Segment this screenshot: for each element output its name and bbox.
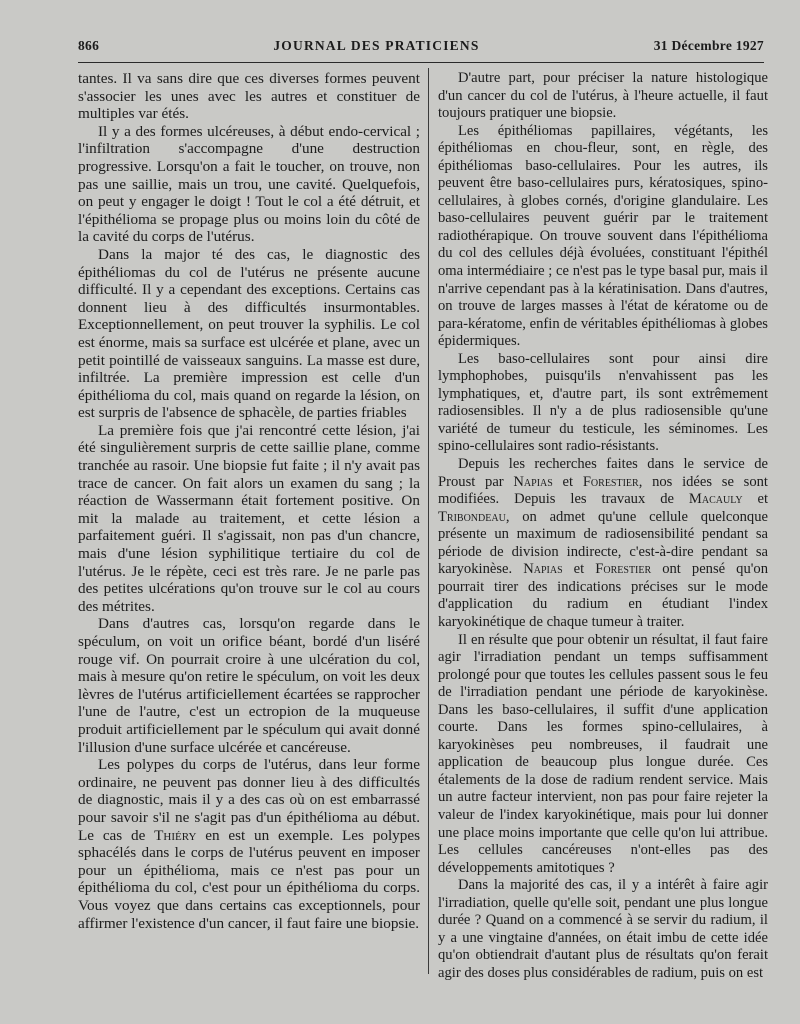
text-run: , nos idées se sont modifiées. Depuis les travaux de [438, 473, 768, 508]
text-run: Dans la majorité des cas, il y a intérêt à faire agir l'irradiation, quelle qu'elle soit, pendant une plus longue durée ? Quand on a commencé à se servir du radium, il y a une vingtaine d'années, on était imbu de cette idée qu'on obtiendrait d'autant plus de résultats qu'on ferait agir des doses plus considérables de radium, puis on est [438, 877, 768, 981]
paragraph [438, 351, 768, 456]
author-name: Forestier [595, 561, 652, 578]
page-number: 866 [78, 38, 100, 53]
right-column [438, 70, 768, 982]
text-run: D'autre part, pour préciser la nature histologique d'un cancer du col de l'utérus, à l'heure actuelle, il faut toujours pratiquer une biopsie. [438, 70, 768, 122]
paragraph [438, 123, 768, 351]
author-name: Thiéry [154, 826, 197, 844]
issue-date: 31 Décembre 1927 [653, 38, 764, 53]
text-run: Les baso-cellulaires sont pour ainsi dire lymphophobes, puisqu'ils n'envahissent pas les lymphatiques, et, d'autre part, ils sont extrêmement radiosensibles. Il n'y a de plus radiosensible qu'une variété de tumeur du testicule, les séminomes. Les spino-cellulaires sont radio-résistants. [438, 350, 768, 455]
journal-title: JOURNAL DES PRATICIENS [273, 38, 480, 53]
paragraph [78, 756, 420, 932]
text-run: , on admet qu'une cellule quelconque présente un maximum de radiosensibilité pendant sa période de division indirecte, c'est-à-dire pendant sa karyokinèse. [438, 508, 768, 578]
text-run: Les épithéliomas papillaires, végétants, les épithéliomas en chou-fleur, sont, en règle, des épithéliomas baso-cellulaires. Pour les autres, ils peuvent être baso-cellulaires purs, kératosiques, spino-cellulaires, à globes cornés, d'origine glandulaire. Les baso-cellulaires peuvent guérir par le traitement radiothérapique. On trouve souvent dans l'épithélioma du col des cellules déjà évoluées, constituant l'épithél oma intermédiaire ; ce n'est pas le type basal pur, mais il n'arrive cependant pas à la kératinisation. Dans d'autres, on trouve de larges masses à l'état de kératome ou de para-kératome, enfin de véritables épithéliomas à globes épidermiques. [438, 122, 768, 350]
author-name: Macauly [688, 491, 743, 508]
left-column [78, 70, 420, 932]
paragraph: tantes. Il va sans dire que ces diverses formes peuvent s'associer les unes avec les autres et constituer de multiples var étés. [78, 70, 420, 123]
text-run: et [562, 561, 596, 578]
paragraph [438, 70, 768, 123]
author-name: Napias [523, 561, 563, 578]
header-rule [78, 62, 764, 63]
text-run: et [742, 491, 769, 508]
paragraph: La première fois que j'ai rencontré cette lésion, j'ai été singulièrement surpris de cette saillie plane, comme tranchée au rasoir. Une biopsie fut faite ; il n'y avait pas trace de cancer. On fait alors un examen du sang ; la réaction de Wassermann était fortement positive. On mit la malade au traitement, et cette lésion a parfaitement guéri. Il s'agissait, non pas d'un chancre, mais d'une lésion syphilitique tertiaire du col de l'utérus. Je le répète, ceci est très rare. Je ne parle pas des petites ulcérations qu'on trouve sur le col au cours des métrites. [78, 421, 420, 615]
paragraph: Il y a des formes ulcéreuses, à début endo-cervical ; l'infiltration s'accompagne d'une destruction progressive. Lorsqu'on a fait le toucher, on trouve, non pas une saillie, mais un trou, une cavité. Quelquefois, on peut y engager le doigt ! Tout le col a été détruit, et l'épithélioma se propage plus ou moins loin du côté de la cavité du corps de l'utérus. [78, 122, 420, 246]
text-run: Il en résulte que pour obtenir un résultat, il faut faire agir l'irradiation pendant un temps suffisamment prolongé pour que toutes les cellules passent sous le feu de l'irradiation pendant une période de karyokinèse. Dans les baso-cellulaires, il suffit d'une application courte. Dans les formes spino-cellulaires, à karyokinèses peu nombreuses, il faudrait une application de beaucoup plus longue durée. Ces étalements de la dose de radium rendent service. Mais un autre facteur intervient, non pas pour faire rejeter la valeur de l'index karyokinétique, mais pour lui donner une place moins importante que celle qu'on lui attribue. Les cellules cancéreuses n'ont-elles pas des développements amitotiques ? [438, 631, 768, 876]
text-run: Depuis les recherches faites dans le service de Proust par [438, 456, 768, 490]
author-name: Napias [513, 473, 553, 490]
text-run: en est un exemple. Les polypes sphacélés dans le corps de l'utérus peuvent en imposer pour un épithélioma, mais ce n'est pas pour un épithélioma du col, c'est pour un épithélioma du corps. Vous voyez que dans certains cas exceptionnels, pour affirmer l'existence d'un cancer, il faut faire une biopsie. [78, 826, 421, 932]
paragraph: Dans d'autres cas, lorsqu'on regarde dans le spéculum, on voit un orifice béant, bordé d'un liséré rouge vif. On pourrait croire à une ulcération du col, mais à mesure qu'on retire le spéculum, on voit les deux lèvres de l'utérus artificiellement écartées se rapprocher l'une de l'autre, c'est un ectropion de la muqueuse produit artificiellement par le spéculum qui avait donné l'illusion d'une surface ulcérée et cancéreuse. [78, 615, 420, 756]
paragraph: Dans la major té des cas, le diagnostic des épithéliomas du col de l'utérus ne présente aucune difficulté. Il y a cependant des exceptions. Certains cas donnent lieu à des difficultés insurmontables. Exceptionnellement, on peut trouver la syphilis. Le col est énorme, mais sa surface est ulcérée et plane, avec un petit pointillé de vaisseaux sanguins. La masse est dure, infiltrée. La première impression est celle d'un épithélioma du col, mais quand on regarde la lésion, on est surpris de l'absence de sphacèle, de parties friables [78, 245, 420, 422]
author-name: Forestier [582, 473, 639, 490]
text-run: Les polypes du corps de l'utérus, dans leur forme ordinaire, ne peuvent pas donner lieu à des difficultés de diagnostic, mais il y a des cas où on est embarrassé pour savoir s'il ne s'agit pas d'un épithélioma au début. Le cas de [78, 756, 420, 844]
author-name: Tribondeau [438, 508, 506, 525]
paragraph [438, 456, 768, 631]
paragraph [438, 877, 768, 982]
running-header [78, 38, 764, 60]
paragraph [438, 632, 768, 878]
column-divider [428, 68, 429, 974]
text-run: et [552, 473, 583, 490]
text-run: ont pensé qu'on pourrait tirer des indications précises sur le mode d'application du radium en étudiant l'index karyokinétique de chaque tumeur à traiter. [438, 561, 768, 630]
